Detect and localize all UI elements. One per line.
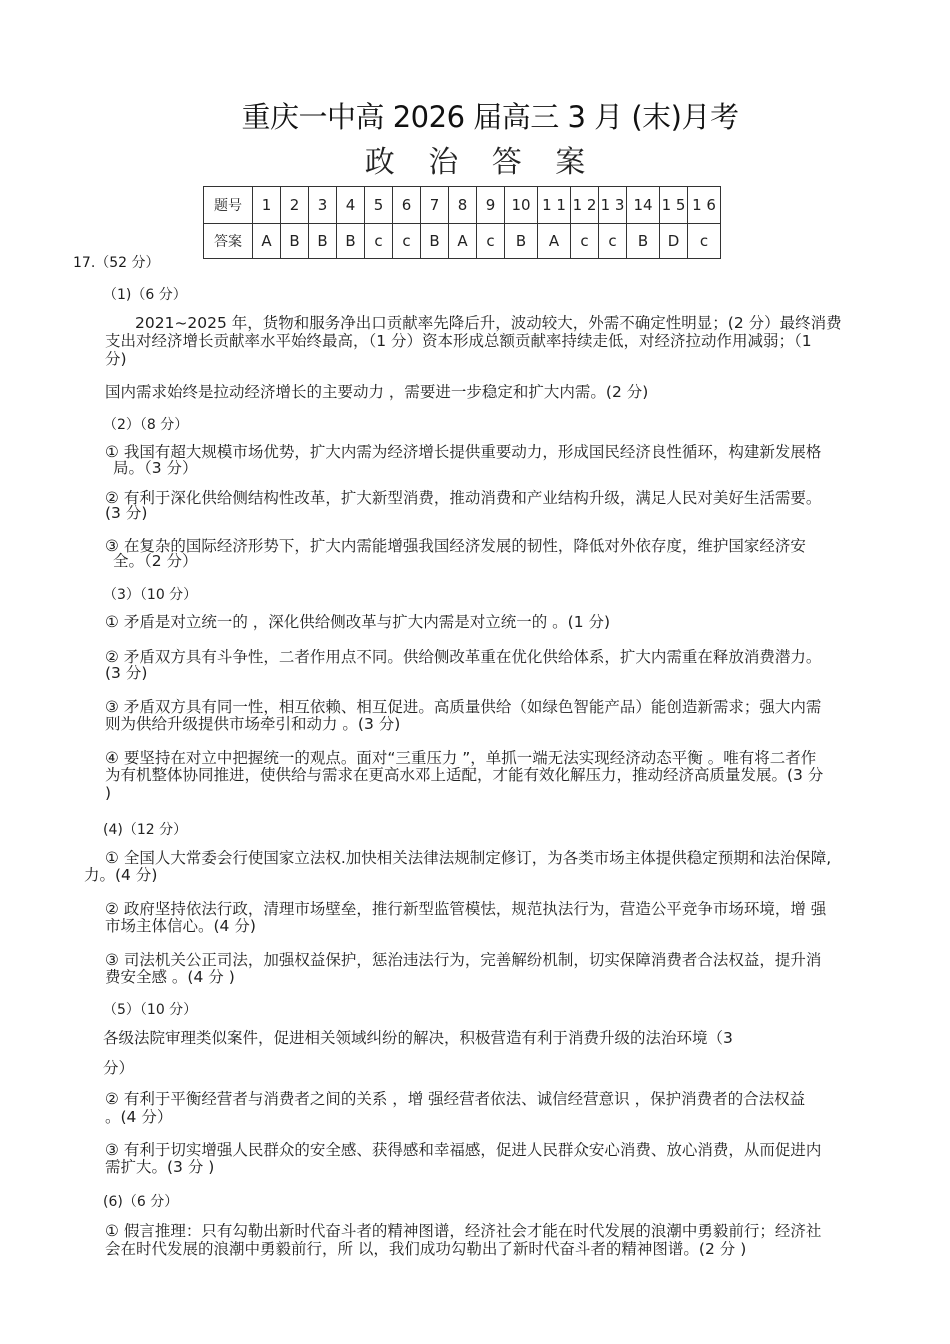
answer-line: 市场主体信心。(4 分) [105,917,256,935]
question-number-row [204,187,721,224]
section-4-heading: (4)（12 分） [103,822,188,838]
answer-cell: B [309,224,337,259]
answer-cell: B [421,224,449,259]
question-number-cell: 6 [393,187,421,224]
answer-line: 局。（3 分） [113,459,198,477]
answer-line: 则为供给升级提供市场牵引和动力 。(3 分) [105,715,401,733]
answer-cell: B [337,224,365,259]
answer-cell: c [571,224,599,259]
answer-line: 各级法院审理类似案件，促进相关领域纠纷的解决，积极营造有利于消费升级的法治环境（3 [103,1029,733,1047]
answer-cell: B [505,224,538,259]
section-2-heading: （2）（8 分） [103,417,189,433]
answer-cell: A [449,224,477,259]
answer-line: 为有机整体协同推进，使供给与需求在更高水邓上适配，才能有效化解压力，推动经济高质量发展。(3 分 [105,766,824,784]
question-number-cell: 5 [365,187,393,224]
answer-cell: A [538,224,571,259]
answer-line: 费安全感 。(4 分 ) [105,968,235,986]
answer-line: ② 矛盾双方具有斗争性，二者作用点不同。供给侧改革重在优化供给体系，扩大内需重在释放消费潜力。 [105,648,822,666]
section-3-heading: （3）（10 分） [103,587,198,603]
answer-line: 。(4 分） [105,1108,173,1126]
question-number-cell: 1 3 [599,187,627,224]
answer-line: ① 假言推理：只有勾勒出新时代奋斗者的精神图谱，经济社会才能在时代发展的浪潮中勇毅前行；经济社 [105,1222,822,1240]
answer-cell: c [477,224,505,259]
answer-cell: A [253,224,281,259]
answer-row [204,224,721,259]
question-number-cell: 1 1 [538,187,571,224]
row-label-answer: 答案 [204,224,253,259]
answer-line: 力。(4 分) [84,866,158,884]
question-number-cell: 1 6 [688,187,721,224]
question-number-cell: 3 [309,187,337,224]
question-number-cell: 1 2 [571,187,599,224]
question-number-cell: 7 [421,187,449,224]
answer-cell: c [393,224,421,259]
answer-cell: c [688,224,721,259]
question-number-cell: 4 [337,187,365,224]
answer-line: ② 有利于平衡经营者与消费者之间的关系 ，增 强经营者依法、诚信经营意识 ，保护消费者的合法权益 [105,1090,806,1108]
answer-cell: D [660,224,688,259]
answer-line: ) [105,784,112,802]
answer-table [203,186,721,259]
question-number-cell: 1 5 [660,187,688,224]
answer-line: ① 全国人大常委会行使国家立法权.加快相关法律法规制定修订，为各类市场主体提供稳定预期和法治保障, [105,849,832,867]
answer-cell: c [365,224,393,259]
question-number-cell: 2 [281,187,309,224]
answer-cell: B [627,224,660,259]
question-number-cell: 14 [627,187,660,224]
question-number-cell: 1 [253,187,281,224]
answer-line: ① 矛盾是对立统一的 ，深化供给侧改革与扩大内需是对立统一的 。(1 分) [105,613,611,631]
answer-line: ③ 在复杂的国际经济形势下，扩大内需能增强我国经济发展的韧性，降低对外依存度，维护国家经济安 [105,537,806,555]
section-6-heading: (6)（6 分） [103,1194,179,1210]
answer-cell: c [599,224,627,259]
answer-line: ③ 有利于切实增强人民群众的安全感、获得感和幸福感，促进人民群众安心消费、放心消费，从而促进内 [105,1141,822,1159]
answer-line: ② 政府坚持依法行政，清理市场壁垒，推行新型监管模怯，规范执法行为，营造公平竞争市场环境，增 强 [105,900,827,918]
answer-line: ③ 矛盾双方具有同一性，相互依赖、相互促进。高质量供给（如绿色智能产品）能创造新需求；强大内需 [105,698,822,716]
answer-line: 2021~2025 年，货物和服务净出口贡献率先降后升，波动较大，外需不确定性明显；(2 分）最终消费 [135,314,842,332]
question-number-cell: 9 [477,187,505,224]
answer-line: (3 分) [105,504,148,522]
answer-line: 支出对经济增长贡献率水平始终最高，（1 分）资本形成总额贡献率持续走低，对经济拉动作用减弱；（1 [105,332,812,350]
answer-line: 全。（2 分） [113,552,198,570]
page-subtitle: 政 治 答 案 [364,145,598,180]
answer-line: 需扩大。(3 分 ) [105,1158,215,1176]
answer-line: (3 分) [105,664,148,682]
page-title: 重庆一中高 2026 届高三 3 月 (末)月考 [241,100,739,134]
section-1-heading: （1)（6 分） [103,287,187,303]
answer-cell: B [281,224,309,259]
answer-line: 会在时代发展的浪潮中勇毅前行，所 以，我们成功勾勒出了新时代奋斗者的精神图谱。(2 分 ) [105,1240,747,1258]
answer-line: ③ 司法机关公正司法，加强权益保护，惩治违法行为，完善解纷机制，切实保障消费者合法权益，提升消 [105,951,822,969]
section-5-heading: （5）（10 分） [103,1002,198,1018]
answer-line: ② 有利于深化供给侧结构性改革，扩大新型消费，推动消费和产业结构升级，满足人民对美好生活需要。 [105,489,822,507]
answer-line: 分) [105,350,127,368]
question-number-cell: 8 [449,187,477,224]
answer-line: ① 我国有超大规模市场优势，扩大内需为经济增长提供重要动力，形成国民经济良性循环，构建新发展格 [105,443,822,461]
answer-line: ④ 要坚持在对立中把握统一的观点。面对“三重压力 ”，单抓一端无法实现经济动态平衡 。唯有将二者作 [105,749,817,767]
answer-line: 国内需求始终是拉动经济增长的主要动力 ，需要进一步稳定和扩大内需。(2 分) [105,383,649,401]
question-number-cell: 10 [505,187,538,224]
question-17-label: 17.（52 分） [73,255,160,271]
row-label-question-number: 题号 [204,187,253,224]
answer-line: 分） [103,1059,135,1077]
